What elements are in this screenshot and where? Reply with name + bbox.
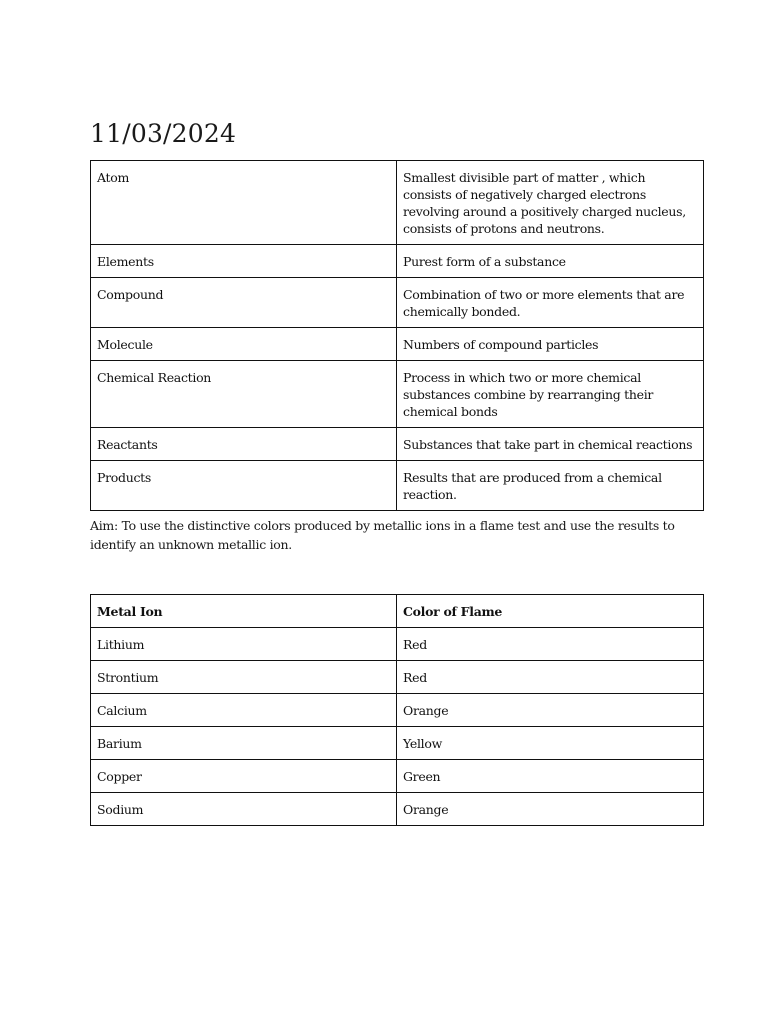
table-row bbox=[91, 428, 704, 461]
term-cell: Products bbox=[91, 461, 397, 511]
column-header-flame-color: Color of Flame bbox=[397, 595, 704, 628]
definition-cell: Process in which two or more chemical substances combine by rearranging their chemical bonds bbox=[397, 361, 704, 428]
table-row bbox=[91, 328, 704, 361]
table-row bbox=[91, 161, 704, 245]
table-row bbox=[91, 278, 704, 328]
page-date: 11/03/2024 bbox=[90, 119, 237, 148]
metal-ion-cell: Sodium bbox=[91, 793, 397, 826]
metal-ion-cell: Calcium bbox=[91, 694, 397, 727]
metal-ion-cell: Copper bbox=[91, 760, 397, 793]
term-cell: Compound bbox=[91, 278, 397, 328]
term-cell: Atom bbox=[91, 161, 397, 245]
term-cell: Reactants bbox=[91, 428, 397, 461]
flame-test-table bbox=[90, 594, 704, 826]
term-cell: Molecule bbox=[91, 328, 397, 361]
term-cell: Elements bbox=[91, 245, 397, 278]
definition-cell: Numbers of compound particles bbox=[397, 328, 704, 361]
table-row bbox=[91, 461, 704, 511]
metal-ion-cell: Lithium bbox=[91, 628, 397, 661]
definition-cell: Results that are produced from a chemical reaction. bbox=[397, 461, 704, 511]
flame-color-cell: Yellow bbox=[397, 727, 704, 760]
term-cell: Chemical Reaction bbox=[91, 361, 397, 428]
table-header-row bbox=[91, 595, 704, 628]
definitions-table bbox=[90, 160, 704, 511]
table-row bbox=[91, 793, 704, 826]
flame-color-cell: Red bbox=[397, 628, 704, 661]
definition-cell: Purest form of a substance bbox=[397, 245, 704, 278]
table-row bbox=[91, 727, 704, 760]
flame-color-cell: Green bbox=[397, 760, 704, 793]
flame-color-cell: Orange bbox=[397, 694, 704, 727]
table-row bbox=[91, 661, 704, 694]
column-header-metal-ion: Metal Ion bbox=[91, 595, 397, 628]
table-row bbox=[91, 694, 704, 727]
definition-cell: Combination of two or more elements that are chemically bonded. bbox=[397, 278, 704, 328]
table-row bbox=[91, 760, 704, 793]
flame-color-cell: Red bbox=[397, 661, 704, 694]
table-row bbox=[91, 245, 704, 278]
definition-cell: Substances that take part in chemical reactions bbox=[397, 428, 704, 461]
metal-ion-cell: Strontium bbox=[91, 661, 397, 694]
table-row bbox=[91, 361, 704, 428]
metal-ion-cell: Barium bbox=[91, 727, 397, 760]
definition-cell: Smallest divisible part of matter , which consists of negatively charged electrons revolving around a positively charged nucleus, consists of protons and neutrons. bbox=[397, 161, 704, 245]
aim-paragraph: Aim: To use the distinctive colors produced by metallic ions in a flame test and use the results to identify an unknown metallic ion. bbox=[90, 518, 675, 552]
table-row bbox=[91, 628, 704, 661]
flame-color-cell: Orange bbox=[397, 793, 704, 826]
